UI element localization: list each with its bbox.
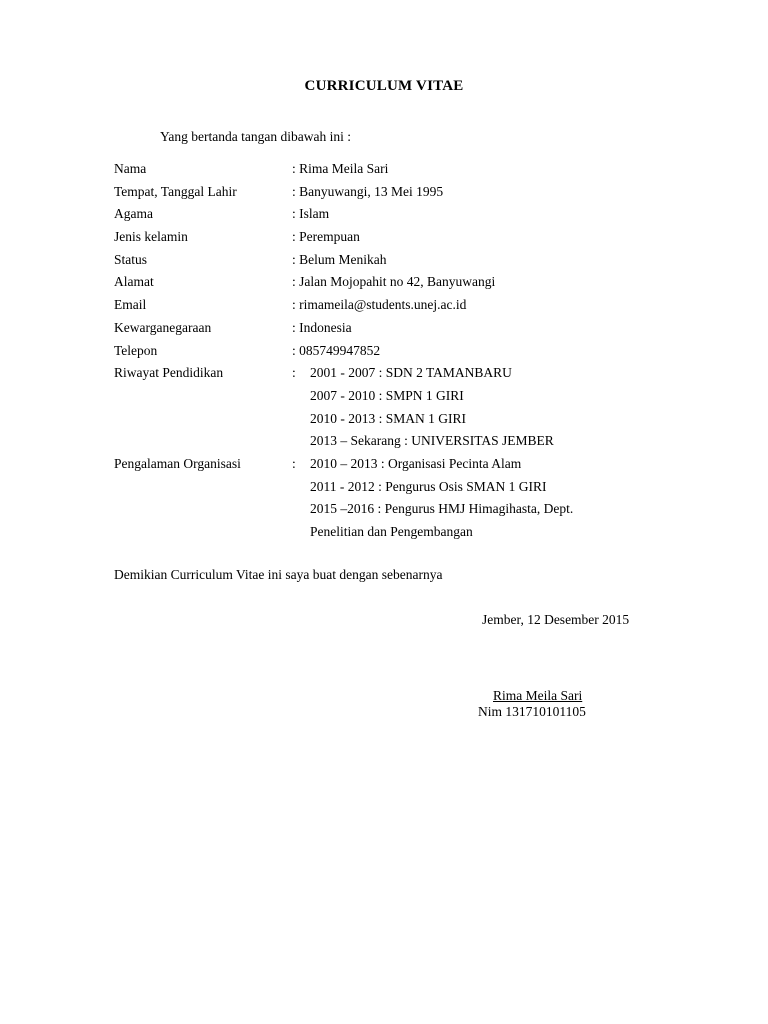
organization-item: Penelitian dan Pengembangan — [310, 524, 473, 539]
education-item: 2013 – Sekarang : UNIVERSITAS JEMBER — [310, 433, 554, 449]
field-label: Jenis kelamin — [114, 229, 188, 245]
field-label: Alamat — [114, 274, 154, 290]
closing-statement: Demikian Curriculum Vitae ini saya buat dengan sebenarnya — [114, 567, 443, 582]
field-row-telepon — [114, 340, 674, 363]
field-value: : Indonesia — [292, 319, 352, 335]
field-row-ttl — [114, 181, 674, 204]
field-label: Tempat, Tanggal Lahir — [114, 183, 237, 199]
field-label: Telepon — [114, 342, 158, 358]
organization-label: Pengalaman Organisasi — [114, 455, 241, 471]
field-label: Email — [114, 297, 147, 313]
education-item: 2007 - 2010 : SMPN 1 GIRI — [310, 387, 464, 403]
field-label: Kewarganegaraan — [114, 319, 212, 335]
signature-nim: Nim 131710101105 — [478, 704, 586, 719]
field-row-alamat — [114, 271, 674, 294]
education-colon: : — [292, 365, 296, 381]
organization-item: 2010 – 2013 : Organisasi Pecinta Alam — [310, 455, 522, 471]
field-value: : Belum Menikah — [292, 251, 387, 267]
field-value: : Banyuwangi, 13 Mei 1995 — [292, 183, 444, 199]
place-date: Jember, 12 Desember 2015 — [482, 612, 630, 627]
field-value: : 085749947852 — [292, 342, 381, 358]
organization-colon: : — [292, 455, 296, 471]
field-label: Agama — [114, 206, 153, 222]
field-value: : Rima Meila Sari — [292, 161, 389, 176]
education-item: 2010 - 2013 : SMAN 1 GIRI — [310, 410, 467, 426]
field-value: : Perempuan — [292, 229, 360, 245]
field-row-nama — [114, 158, 674, 181]
organization-item: 2011 - 2012 : Pengurus Osis SMAN 1 GIRI — [310, 478, 547, 494]
field-value: : Jalan Mojopahit no 42, Banyuwangi — [292, 274, 496, 290]
education-section — [114, 362, 674, 453]
field-value: : rimameila@students.unej.ac.id — [292, 297, 467, 313]
field-row-agama — [114, 203, 674, 226]
organization-section — [114, 453, 674, 544]
field-row-jenis-kelamin — [114, 226, 674, 249]
education-item: 2001 - 2007 : SDN 2 TAMANBARU — [310, 365, 512, 381]
intro-text: Yang bertanda tangan dibawah ini : — [160, 129, 351, 144]
field-row-email — [114, 294, 674, 317]
education-label: Riwayat Pendidikan — [114, 365, 224, 381]
document-title: CURRICULUM VITAE — [304, 78, 464, 94]
field-row-kewarganegaraan — [114, 317, 674, 340]
organization-item: 2015 –2016 : Pengurus HMJ Himagihasta, Dept. — [310, 501, 574, 517]
field-row-status — [114, 249, 674, 272]
organization-list — [310, 453, 674, 544]
field-label: Nama — [114, 161, 147, 176]
field-label: Status — [114, 251, 148, 267]
personal-data-table — [114, 158, 674, 544]
signature-name: Rima Meila Sari — [493, 688, 583, 703]
education-list — [310, 362, 674, 453]
field-value: : Islam — [292, 206, 330, 222]
